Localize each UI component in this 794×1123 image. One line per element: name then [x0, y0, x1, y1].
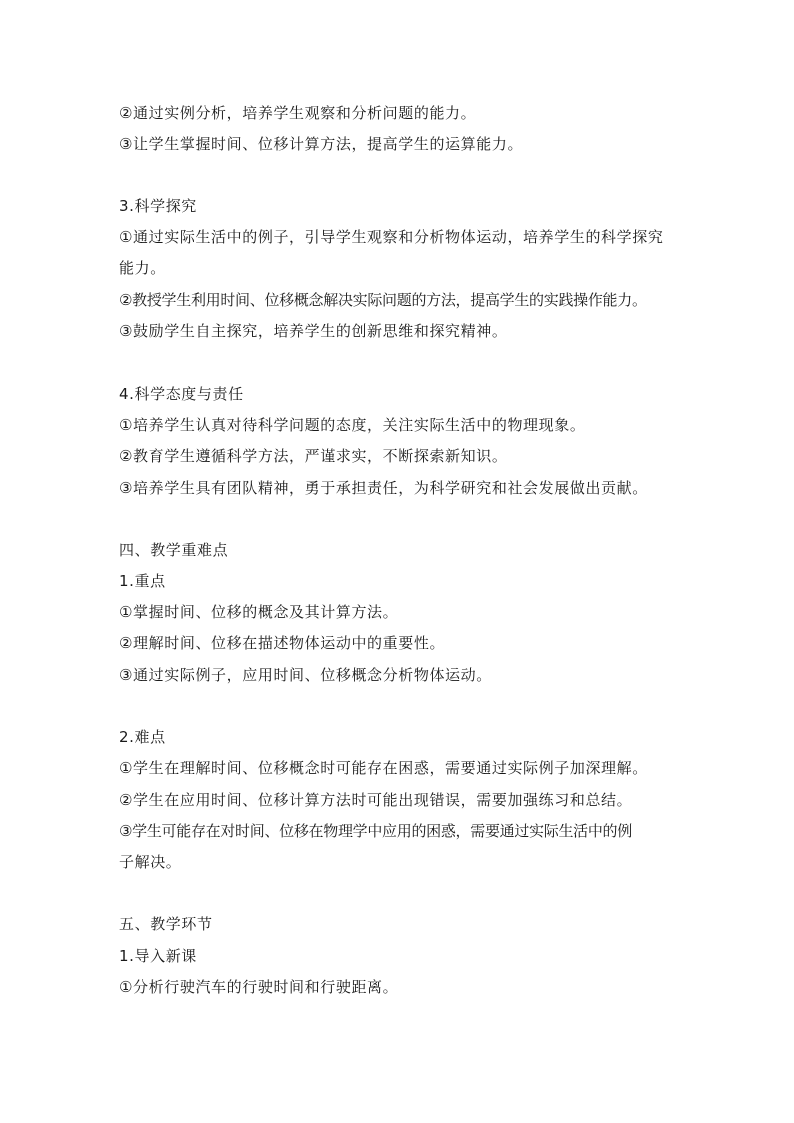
difficult-point-2: ②学生在应用时间、位移计算方法时可能出现错误，需要加强练习和总结。 [119, 791, 633, 809]
section-heading-key-difficult-points: 四、教学重难点 [119, 541, 229, 559]
difficult-point-3: ③学生可能存在对时间、位移在物理学中应用的困惑，需要通过实际生活中的例 [119, 822, 632, 840]
inquiry-line-2: ②教授学生利用时间、位移概念解决实际问题的方法，提高学生的实践操作能力。 [119, 291, 647, 309]
inquiry-line-3: ③鼓励学生自主探究，培养学生的创新思维和探究精神。 [119, 322, 508, 340]
section-heading-scientific-inquiry: 3.科学探究 [119, 197, 197, 215]
subheading-introduction: 1.导入新课 [119, 947, 197, 965]
difficult-point-3-cont: 子解决。 [119, 853, 182, 871]
attitude-line-1: ①培养学生认真对待科学问题的态度，关注实际生活中的物理现象。 [119, 416, 586, 434]
attitude-line-2: ②教育学生遵循科学方法，严谨求实，不断探索新知识。 [119, 447, 508, 465]
objective-line-analysis: ②通过实例分析，培养学生观察和分析问题的能力。 [119, 104, 477, 122]
introduction-line-1: ①分析行驶汽车的行驶时间和行驶距离。 [119, 978, 399, 996]
key-point-3: ③通过实际例子，应用时间、位移概念分析物体运动。 [119, 666, 492, 684]
inquiry-line-1-cont: 能力。 [119, 259, 166, 277]
inquiry-line-1: ①通过实际生活中的例子，引导学生观察和分析物体运动，培养学生的科学探究 [119, 228, 664, 246]
objective-line-calculation: ③让学生掌握时间、位移计算方法，提高学生的运算能力。 [119, 135, 524, 153]
subheading-key-points: 1.重点 [119, 572, 166, 590]
key-point-2: ②理解时间、位移在描述物体运动中的重要性。 [119, 634, 446, 652]
key-point-1: ①掌握时间、位移的概念及其计算方法。 [119, 603, 399, 621]
attitude-line-3: ③培养学生具有团队精神，勇于承担责任，为科学研究和社会发展做出贡献。 [119, 479, 648, 497]
section-heading-teaching-steps: 五、教学环节 [119, 915, 213, 933]
difficult-point-1: ①学生在理解时间、位移概念时可能存在困惑，需要通过实际例子加深理解。 [119, 759, 648, 777]
section-heading-attitude: 4.科学态度与责任 [119, 385, 244, 403]
subheading-difficult-points: 2.难点 [119, 728, 166, 746]
